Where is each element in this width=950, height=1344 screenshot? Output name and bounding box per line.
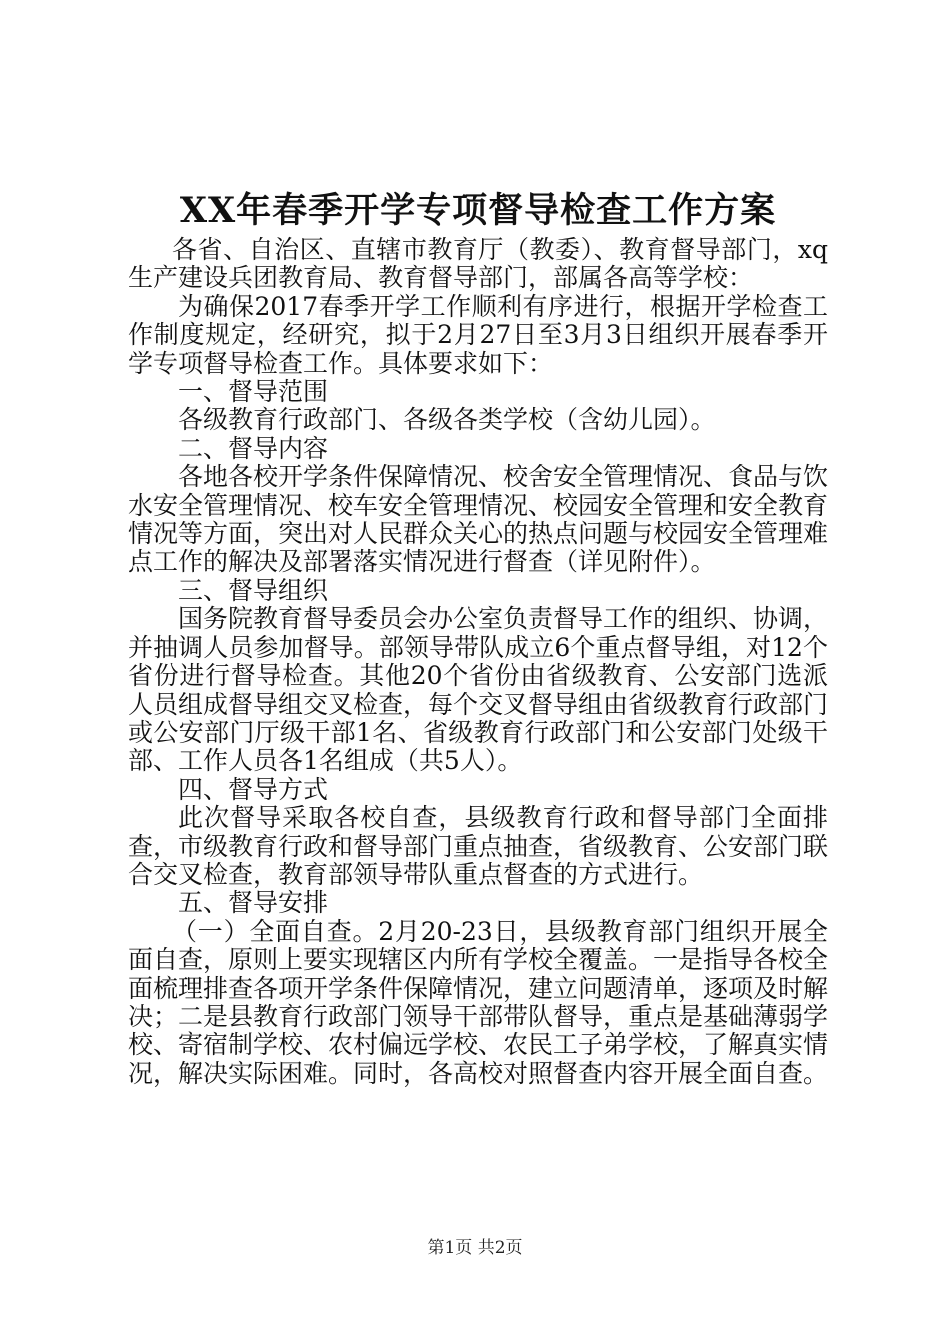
section-heading-arrangement: 五、督导安排 [178, 888, 329, 918]
paragraph-scope: 各级教育行政部门、各级各类学校（含幼儿园）。 [178, 405, 716, 435]
document-page [128, 186, 828, 1088]
paragraph-organization: 国务院教育督导委员会办公室负责督导工作的组织、协调，并抽调人员参加督导。部领导带队成立6个重点督导组，对12个省份进行督导检查。其他20个省份由省级教育、公安部门选派人员组成督导组交叉检查，每个交叉督导组由省级教育行政部门或公安部门厅级干部1名、省级教育行政部门和公安部门处级干部、工作人员各1名组成（共5人）。 [128, 604, 829, 776]
paragraph-method: 此次督导采取各校自查，县级教育行政和督导部门全面排查，市级教育行政和督导部门重点抽查，省级教育、公安部门联合交叉检查，教育部领导带队重点督查的方式进行。 [128, 803, 829, 889]
paragraph-addressees: 各省、自治区、直辖市教育厅（教委）、教育督导部门，xq生产建设兵团教育局、教育督导部门，部属各高等学校： [128, 235, 828, 293]
paragraph-content: 各地各校开学条件保障情况、校舍安全管理情况、食品与饮水安全管理情况、校车安全管理情况、校园安全管理和安全教育情况等方面，突出对人民群众关心的热点问题与校园安全管理难点工作的解决及部署落实情况进行督查（详见附件）。 [128, 462, 829, 577]
section-heading-content: 二、督导内容 [178, 433, 329, 463]
section-heading-method: 四、督导方式 [178, 774, 329, 804]
page-number-footer: 第1页 共2页 [427, 1238, 523, 1258]
document-body [128, 236, 828, 1088]
section-heading-scope: 一、督导范围 [178, 377, 329, 407]
section-heading-organization: 三、督导组织 [178, 575, 329, 605]
paragraph-intro: 为确保2017春季开学工作顺利有序进行，根据开学检查工作制度规定，经研究，拟于2月27日至3月3日组织开展春季开学专项督导检查工作。具体要求如下： [128, 291, 828, 378]
paragraph-self-inspection: （一）全面自查。2月20-23日，县级教育部门组织开展全面自查，原则上要实现辖区内所有学校全覆盖。一是指导各校全面梳理排查各项开学条件保障情况，建立问题清单，逐项及时解决；二是县教育行政部门领导干部带队督导，重点是基础薄弱学校、寄宿制学校、农村偏远学校、农民工子弟学校，了解真实情况，解决实际困难。同时，各高校对照督查内容开展全面自查。 [128, 916, 829, 1088]
document-title: XX年春季开学专项督导检查工作方案 [179, 190, 777, 231]
